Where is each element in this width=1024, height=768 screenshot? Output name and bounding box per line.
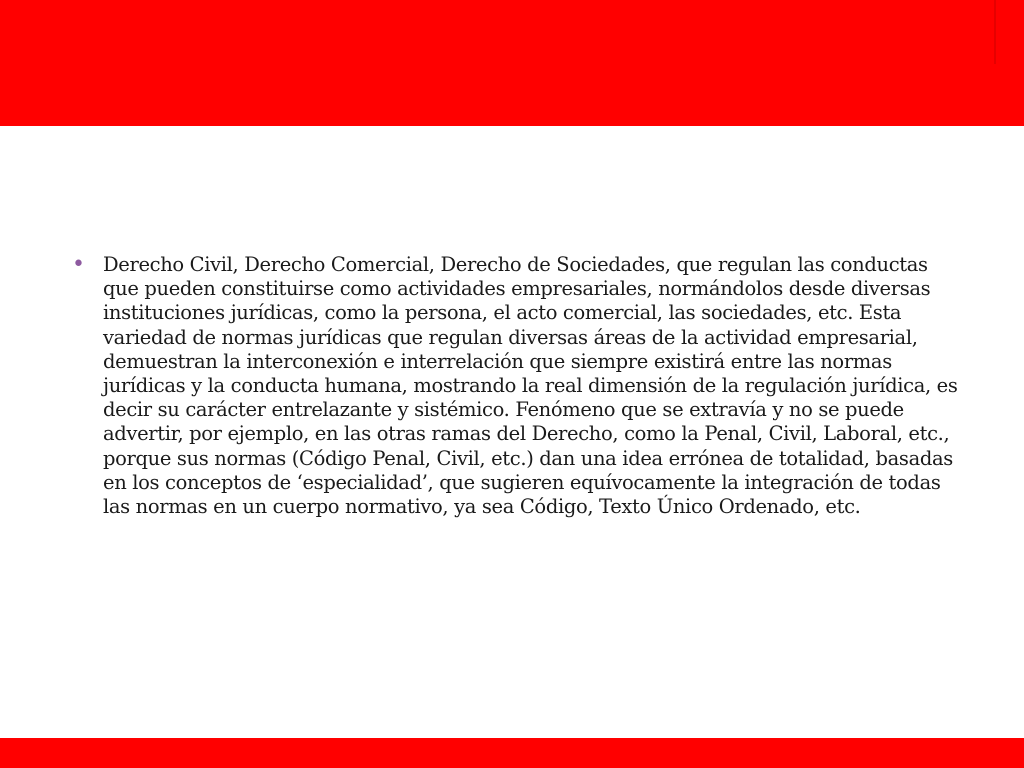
bullet-paragraph: Derecho Civil, Derecho Comercial, Derecho de Sociedades, que regulan las conductas que pueden constituirse como actividades empresariales, normándolos desde diversas instituciones jurídicas, como la persona, el acto comercial, las sociedades, etc. Esta variedad de normas jurídicas que regulan diversas áreas de la actividad empresarial, demuestran la interconexión e interrelación que siempre existirá entre las normas jurídicas y la conducta humana, mostrando la real dimensión de la regulación jurídica, es decir su carácter entrelazante y sistémico. Fenómeno que se extravía y no se puede advertir, por ejemplo, en las otras ramas del Derecho, como la Penal, Civil, Laboral, etc., porque sus normas (Código Penal, Civil, etc.) dan una idea errónea de totalidad, basadas en los conceptos de ‘especialidad’, que sugieren equívocamente la integración de todas las normas en un cuerpo normativo, ya sea Código, Texto Único Ordenado, etc. [103, 253, 958, 519]
bullet-item [72, 253, 972, 519]
top-band-divider [994, 0, 996, 64]
bullet-icon: • [72, 252, 85, 277]
top-red-band [0, 0, 1024, 126]
slide-content [72, 253, 972, 519]
bottom-red-band [0, 738, 1024, 768]
